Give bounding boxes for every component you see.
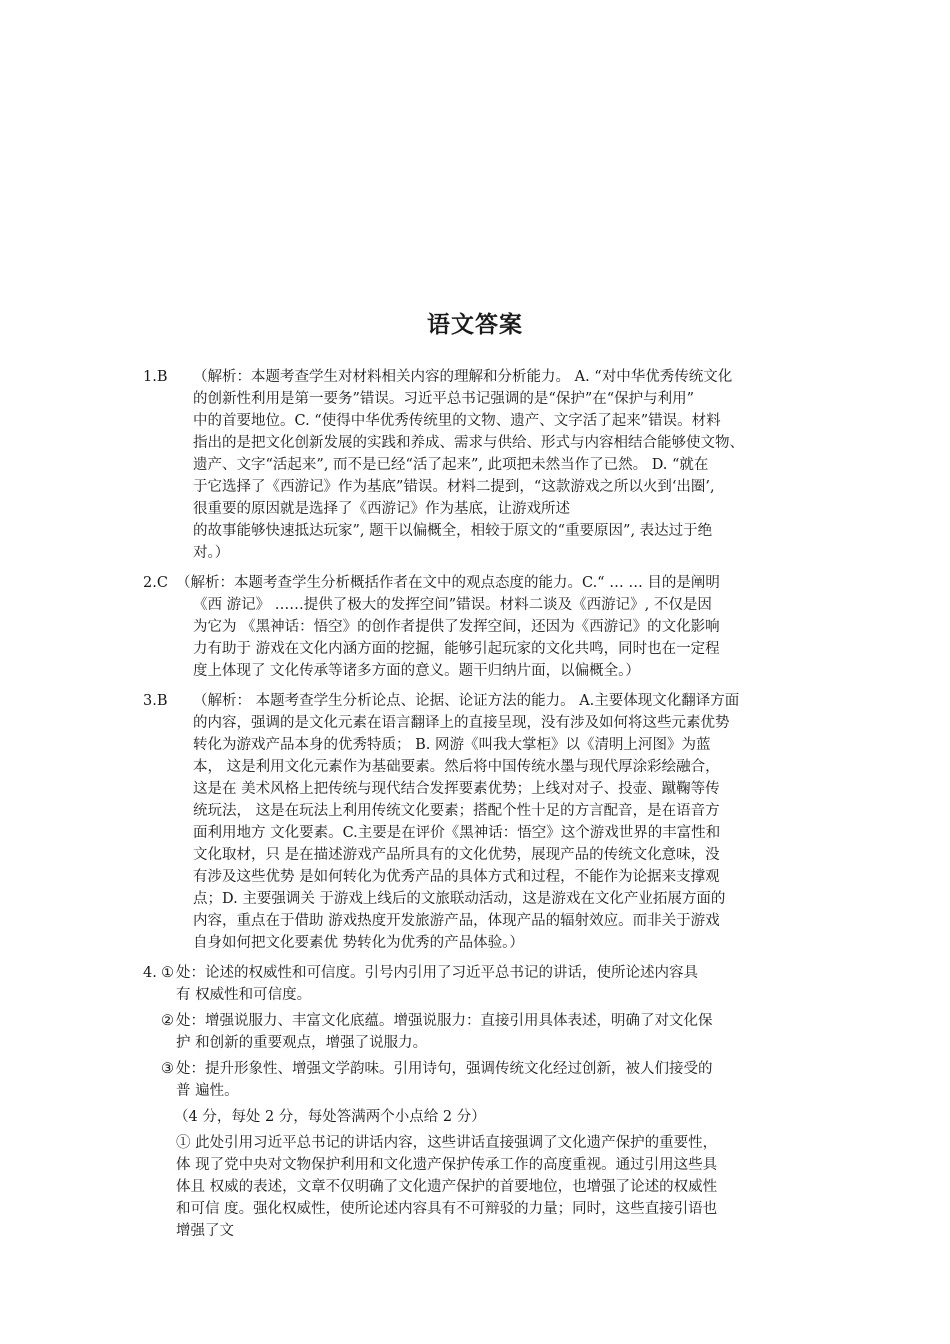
answer-3 — [0, 690, 950, 954]
answer-4-point-3 — [0, 1058, 950, 1102]
answer-line: 对。） — [193, 545, 230, 561]
answer-number: 3.B — [143, 693, 168, 709]
answer-4-point-1 — [0, 962, 950, 1006]
answer-line: 内容，重点在于借助 游戏热度开发旅游产品，体现产品的辐射效应。而非关于游戏 — [193, 913, 720, 929]
answer-line: 护 和创新的重要观点，增强了说服力。 — [176, 1035, 428, 1051]
answer-2 — [0, 572, 950, 682]
answer-line: 和可信 度。强化权威性，使所论述内容具有不可辩驳的力量；同时，这些直接引语也 — [176, 1201, 718, 1217]
answer-line: 体 现了党中央对文物保护利用和文化遗产保护传承工作的高度重视。通过引用这些具 — [176, 1157, 718, 1173]
score-note — [0, 1106, 950, 1128]
answer-line: 的创新性利用是第一要务”错误。习近平总书记强调的是“保护”在“保护与利用” — [193, 391, 695, 407]
answer-line: 力有助于 游戏在文化内涵方面的挖掘，能够引起玩家的文化共鸣，同时也在一定程 — [193, 641, 720, 657]
answer-line: 统玩法， 这是在玩法上利用传统文化要素；搭配个性十足的方言配音，是在语音方 — [193, 803, 720, 819]
answer-line: 中的首要地位。C. “使得中华优秀传统里的文物、遗产、文字活了起来”错误。材料 — [193, 413, 721, 429]
answer-number: 4. — [143, 965, 157, 981]
answer-line: 很重要的原因就是选择了《西游记》作为基底，让游戏所述 — [193, 501, 570, 517]
page-title: 语文答案 — [427, 312, 523, 338]
answer-line: 于它选择了《西游记》作为基底”错误。材料二提到，“这款游戏之所以火到‘出圈’, — [193, 479, 715, 495]
answer-line: 处：增强说服力、丰富文化底蕴。增强说服力：直接引用具体表述，明确了对文化保 — [176, 1013, 713, 1029]
answer-1 — [0, 366, 950, 564]
answer-line: （解析：本题考查学生分析概括作者在文中的观点态度的能力。C.“ … … 目的是阐明 — [176, 575, 720, 591]
point-marker: ② — [161, 1013, 174, 1029]
answer-4-explanation — [0, 1132, 950, 1242]
answer-line: 遗产、文字“活起来”, 而不是已经“活了起来”, 此项把未然当作了已然。 D. “就在 — [193, 457, 709, 473]
answer-line: ① 此处引用习近平总书记的讲话内容，这些讲话直接强调了文化遗产保护的重要性， — [176, 1135, 718, 1151]
answer-content — [0, 366, 950, 1250]
point-marker: ③ — [161, 1061, 174, 1077]
answer-line: 增强了文 — [176, 1223, 234, 1239]
answer-line: 《西 游记》 ……提供了极大的发挥空间”错误。材料二谈及《西游记》, 不仅是因 — [193, 597, 712, 613]
answer-line: （解析：本题考查学生对材料相关内容的理解和分析能力。 A. “对中华优秀传统文化 — [193, 369, 733, 385]
answer-4 — [0, 962, 950, 1242]
answer-line: 的故事能够快速抵达玩家”, 题干以偏概全，相较于原文的“重要原因”, 表达过于绝 — [193, 523, 713, 539]
answer-line: 普 遍性。 — [176, 1083, 239, 1099]
answer-line: 的内容，强调的是文化元素在语言翻译上的直接呈现，没有涉及如何将这些元素优势 — [193, 715, 730, 731]
answer-line: 面利用地方 文化要素。C.主要是在评价《黑神话：悟空》这个游戏世界的丰富性和 — [193, 825, 721, 841]
answer-line: 自身如何把文化要素优 势转化为优秀的产品体验。） — [193, 935, 524, 951]
score-note-text: （4 分，每处 2 分，每处答满两个小点给 2 分） — [174, 1109, 486, 1125]
answer-line: 转化为游戏产品本身的优秀特质； B. 网游《叫我大掌柜》以《清明上河图》为蓝 — [193, 737, 711, 753]
answer-line: 处：提升形象性、增强文学韵味。引用诗句，强调传统文化经过创新，被人们接受的 — [176, 1061, 713, 1077]
answer-line: 这是在 美术风格上把传统与现代结合发挥要素优势；上线对对子、投壶、蹴鞠等传 — [193, 781, 720, 797]
point-marker: ① — [161, 965, 174, 981]
answer-number: 1.B — [143, 369, 168, 385]
answer-line: 有 权威性和可信度。 — [176, 987, 312, 1003]
answer-line: （解析： 本题考查学生分析论点、论据、论证方法的能力。 A.主要体现文化翻译方面 — [193, 693, 740, 709]
answer-4-point-2 — [0, 1010, 950, 1054]
answer-line: 有涉及这些优势 是如何转化为优秀产品的具体方式和过程，不能作为论据来支撑观 — [193, 869, 720, 885]
answer-number: 2.C — [143, 575, 168, 591]
answer-line: 指出的是把文化创新发展的实践和养成、需求与供给、形式与内容相结合能够使文物、 — [193, 435, 744, 451]
answer-line: 本， 这是利用文化元素作为基础要素。然后将中国传统水墨与现代厚涂彩绘融合， — [193, 759, 720, 775]
answer-line: 体且 权威的表述，文章不仅明确了文化遗产保护的首要地位，也增强了论述的权威性 — [176, 1179, 718, 1195]
answer-line: 处：论述的权威性和可信度。引号内引用了习近平总书记的讲话，使所论述内容具 — [176, 965, 698, 981]
answer-line: 为它为 《黑神话：悟空》的创作者提供了发挥空间，还因为《西游记》的文化影响 — [193, 619, 720, 635]
answer-line: 点；D. 主要强调关 于游戏上线后的文旅联动活动，这是游戏在文化产业拓展方面的 — [193, 891, 726, 907]
answer-line: 度上体现了 文化传承等诸多方面的意义。题干归纳片面，以偏概全。） — [193, 663, 640, 679]
answer-line: 文化取材，只 是在描述游戏产品所具有的文化优势，展现产品的传统文化意味，没 — [193, 847, 720, 863]
